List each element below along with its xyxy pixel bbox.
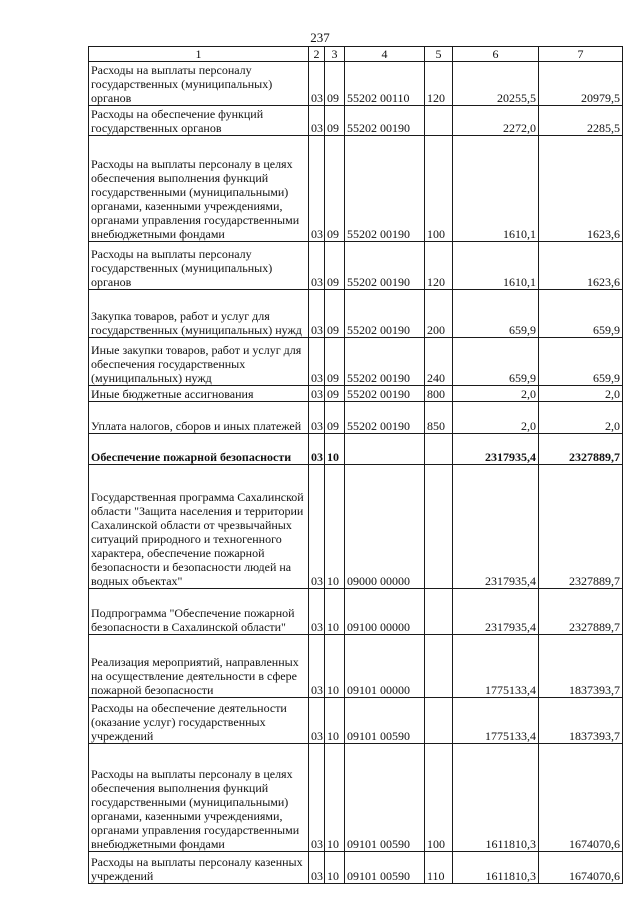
target-article-cell: 55202 00190 (345, 402, 425, 434)
section-code-cell: 03 (309, 465, 325, 589)
column-header: 2 (309, 47, 325, 62)
row-name-cell: Уплата налогов, сборов и иных платежей (89, 402, 309, 434)
amount-year1-cell: 2317935,4 (453, 434, 539, 465)
target-article-cell: 55202 00190 (345, 106, 425, 136)
expense-type-cell: 110 (425, 852, 453, 884)
row-name-cell: Реализация мероприятий, направленных на осуществление деятельности в сфере пожарной безопасности (89, 635, 309, 698)
target-article-cell: 55202 00190 (345, 386, 425, 402)
table-row (89, 338, 623, 386)
amount-year2-cell: 1837393,7 (539, 635, 623, 698)
table-row (89, 290, 623, 338)
amount-year1-cell: 20255,5 (453, 62, 539, 106)
row-name-cell: Расходы на выплаты персоналу в целях обеспечения выполнения функций государственными (муниципальными) органами, казенными учреждениями, органами управления государственными внебюджетными фондами (89, 136, 309, 242)
section-code-cell: 03 (309, 106, 325, 136)
row-name-cell: Государственная программа Сахалинской области "Защита населения и территории Сахалинской области от чрезвычайных ситуаций природного и техногенного характера, обеспечение пожарной безопасности и безопасности людей на водных объектах" (89, 465, 309, 589)
section-code-cell: 03 (309, 852, 325, 884)
section-code-cell: 03 (309, 589, 325, 635)
expense-type-cell (425, 698, 453, 744)
row-name-cell: Иные закупки товаров, работ и услуг для обеспечения государственных (муниципальных) нужд (89, 338, 309, 386)
amount-year1-cell: 2,0 (453, 402, 539, 434)
section-code-cell: 03 (309, 635, 325, 698)
section-code-cell: 03 (309, 744, 325, 852)
table-row (89, 106, 623, 136)
table-row (89, 136, 623, 242)
expense-type-cell (425, 106, 453, 136)
target-article-cell (345, 434, 425, 465)
expense-type-cell (425, 434, 453, 465)
subsection-code-cell: 09 (325, 136, 345, 242)
subsection-code-cell: 10 (325, 852, 345, 884)
budget-table (88, 46, 623, 884)
amount-year1-cell: 1610,1 (453, 136, 539, 242)
expense-type-cell (425, 635, 453, 698)
amount-year1-cell: 2,0 (453, 386, 539, 402)
section-code-cell: 03 (309, 62, 325, 106)
amount-year1-cell: 1611810,3 (453, 744, 539, 852)
row-name-cell: Обеспечение пожарной безопасности (89, 434, 309, 465)
amount-year2-cell: 659,9 (539, 290, 623, 338)
table-row (89, 744, 623, 852)
amount-year2-cell: 2327889,7 (539, 465, 623, 589)
subsection-code-cell: 09 (325, 242, 345, 290)
target-article-cell: 55202 00190 (345, 290, 425, 338)
amount-year2-cell: 2285,5 (539, 106, 623, 136)
expense-type-cell (425, 465, 453, 589)
table-row (89, 402, 623, 434)
row-name-cell: Расходы на выплаты персоналу государственных (муниципальных) органов (89, 62, 309, 106)
subsection-code-cell: 09 (325, 386, 345, 402)
subsection-code-cell: 10 (325, 635, 345, 698)
table-row (89, 386, 623, 402)
subsection-code-cell: 10 (325, 589, 345, 635)
target-article-cell: 09101 00000 (345, 635, 425, 698)
row-name-cell: Закупка товаров, работ и услуг для государственных (муниципальных) нужд (89, 290, 309, 338)
column-header: 6 (453, 47, 539, 62)
target-article-cell: 55202 00110 (345, 62, 425, 106)
amount-year2-cell: 659,9 (539, 338, 623, 386)
target-article-cell: 55202 00190 (345, 136, 425, 242)
amount-year2-cell: 2327889,7 (539, 589, 623, 635)
subsection-code-cell: 09 (325, 106, 345, 136)
subsection-code-cell: 10 (325, 434, 345, 465)
subsection-code-cell: 10 (325, 465, 345, 589)
subsection-code-cell: 09 (325, 402, 345, 434)
target-article-cell: 55202 00190 (345, 242, 425, 290)
amount-year1-cell: 1775133,4 (453, 698, 539, 744)
row-name-cell: Расходы на обеспечение деятельности (оказание услуг) государственных учреждений (89, 698, 309, 744)
column-header: 4 (345, 47, 425, 62)
amount-year2-cell: 1623,6 (539, 242, 623, 290)
target-article-cell: 09000 00000 (345, 465, 425, 589)
row-name-cell: Расходы на выплаты персоналу казенных учреждений (89, 852, 309, 884)
section-code-cell: 03 (309, 338, 325, 386)
column-header: 1 (89, 47, 309, 62)
amount-year2-cell: 2,0 (539, 402, 623, 434)
table-row (89, 852, 623, 884)
expense-type-cell: 100 (425, 744, 453, 852)
row-name-cell: Расходы на выплаты персоналу в целях обеспечения выполнения функций государственными (муниципальными) органами, казенными учреждениями, органами управления государственными внебюджетными фондами (89, 744, 309, 852)
amount-year1-cell: 1775133,4 (453, 635, 539, 698)
target-article-cell: 09101 00590 (345, 852, 425, 884)
row-name-cell: Расходы на выплаты персоналу государственных (муниципальных) органов (89, 242, 309, 290)
table-row (89, 698, 623, 744)
section-code-cell: 03 (309, 402, 325, 434)
section-code-cell: 03 (309, 386, 325, 402)
expense-type-cell: 200 (425, 290, 453, 338)
section-code-cell: 03 (309, 434, 325, 465)
expense-type-cell: 120 (425, 242, 453, 290)
amount-year2-cell: 2327889,7 (539, 434, 623, 465)
target-article-cell: 09100 00000 (345, 589, 425, 635)
target-article-cell: 09101 00590 (345, 744, 425, 852)
row-name-cell: Подпрограмма "Обеспечение пожарной безопасности в Сахалинской области" (89, 589, 309, 635)
page-number: 237 (310, 30, 330, 45)
amount-year2-cell: 1623,6 (539, 136, 623, 242)
amount-year2-cell: 1674070,6 (539, 744, 623, 852)
amount-year2-cell: 1674070,6 (539, 852, 623, 884)
section-code-cell: 03 (309, 136, 325, 242)
subsection-code-cell: 09 (325, 290, 345, 338)
subsection-code-cell: 10 (325, 698, 345, 744)
amount-year2-cell: 1837393,7 (539, 698, 623, 744)
column-header: 3 (325, 47, 345, 62)
expense-type-cell: 800 (425, 386, 453, 402)
expense-type-cell: 850 (425, 402, 453, 434)
expense-type-cell: 120 (425, 62, 453, 106)
amount-year1-cell: 2317935,4 (453, 465, 539, 589)
table-row (89, 589, 623, 635)
section-code-cell: 03 (309, 290, 325, 338)
expense-type-cell: 240 (425, 338, 453, 386)
amount-year1-cell: 2317935,4 (453, 589, 539, 635)
table-row (89, 62, 623, 106)
table-row (89, 242, 623, 290)
column-header: 5 (425, 47, 453, 62)
amount-year2-cell: 20979,5 (539, 62, 623, 106)
target-article-cell: 09101 00590 (345, 698, 425, 744)
table-row (89, 434, 623, 465)
subsection-code-cell: 09 (325, 338, 345, 386)
row-name-cell: Иные бюджетные ассигнования (89, 386, 309, 402)
section-code-cell: 03 (309, 698, 325, 744)
row-name-cell: Расходы на обеспечение функций государственных органов (89, 106, 309, 136)
amount-year1-cell: 1611810,3 (453, 852, 539, 884)
amount-year1-cell: 2272,0 (453, 106, 539, 136)
table-row (89, 635, 623, 698)
header-row (89, 47, 623, 62)
expense-type-cell: 100 (425, 136, 453, 242)
amount-year1-cell: 659,9 (453, 338, 539, 386)
amount-year1-cell: 1610,1 (453, 242, 539, 290)
amount-year1-cell: 659,9 (453, 290, 539, 338)
subsection-code-cell: 09 (325, 62, 345, 106)
table-row (89, 465, 623, 589)
expense-type-cell (425, 589, 453, 635)
subsection-code-cell: 10 (325, 744, 345, 852)
target-article-cell: 55202 00190 (345, 338, 425, 386)
table-body (89, 62, 623, 884)
section-code-cell: 03 (309, 242, 325, 290)
amount-year2-cell: 2,0 (539, 386, 623, 402)
column-header: 7 (539, 47, 623, 62)
